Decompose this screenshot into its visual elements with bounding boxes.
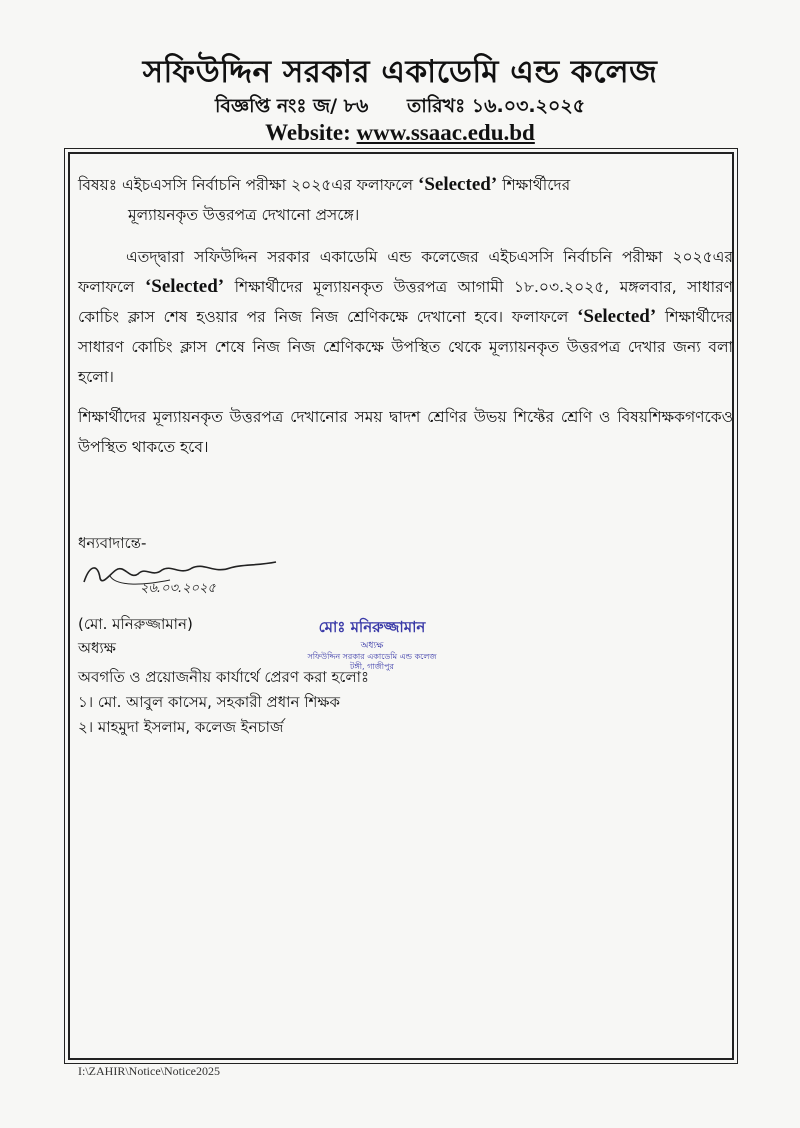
- signature-image: [80, 556, 280, 596]
- notice-content: [78, 170, 733, 462]
- subject-text-b: শিক্ষার্থীদের: [502, 176, 571, 194]
- subject-label: বিষয়ঃ: [78, 176, 118, 194]
- institution-title: সফিউদ্দিন সরকার একাডেমি এন্ড কলেজ: [142, 54, 658, 90]
- seal-place: টঙ্গী, গাজীপুর: [350, 662, 394, 671]
- subject-text-a: এইচএসসি নির্বাচনি পরীক্ষা ২০২৫এর ফলাফলে: [121, 176, 414, 194]
- subject-quoted: ‘Selected’: [418, 174, 498, 195]
- official-seal: [282, 616, 462, 672]
- forward-block: [78, 665, 369, 740]
- para1-quoted-2: ‘Selected’: [577, 306, 657, 327]
- subject-line: [78, 170, 733, 230]
- closing-text: ধন্যবাদান্তে-: [78, 534, 147, 552]
- website-line: [0, 120, 800, 146]
- memo-number: বিজ্ঞপ্তি নংঃ জ/ ৮৬: [214, 95, 369, 117]
- seal-name: মোঃ মনিরুজ্জামান: [318, 618, 426, 636]
- website-link[interactable]: www.ssaac.edu.bd: [356, 120, 535, 145]
- seal-title: অধ্যক্ষ: [360, 641, 384, 651]
- seal-institution: সফিউদ্দিন সরকার একাডেমি এন্ড কলেজ: [307, 652, 437, 661]
- signer-name: (মো. মনিরুজ্জামান): [78, 615, 193, 633]
- body-paragraph-1: [78, 242, 733, 392]
- para1-quoted-1: ‘Selected’: [144, 276, 225, 297]
- forward-item: ১। মো. আবুল কাসেম, সহকারী প্রধান শিক্ষক: [78, 693, 341, 711]
- para1-part-c: শিক্ষার্থীদের সাধারণ কোচিং ক্লাস শেষে নিজ নিজ শ্রেণিকক্ষে উপস্থিত থেকে মূল্যায়নকৃত উত্তরপত্র দেখার জন্য বলা হলো।: [78, 308, 733, 386]
- memo-date: তারিখঃ ১৬.০৩.২০২৫: [406, 95, 586, 117]
- signer-block: [78, 612, 193, 660]
- forward-intro: অবগতি ও প্রয়োজনীয় কার্যার্থে প্রেরণ করা হলোঃ: [78, 668, 369, 686]
- forward-item: ২। মাহমুদা ইসলাম, কলেজ ইনচার্জ: [78, 718, 284, 736]
- signer-title: অধ্যক্ষ: [78, 639, 116, 657]
- body-paragraph-2: শিক্ষার্থীদের মূল্যায়নকৃত উত্তরপত্র দেখানোর সময় দ্বাদশ শ্রেণির উভয় শিফ্টের শ্রেণি ও বিষয়শিক্ষকগণকেও উপস্থিত থাকতে হবে।: [78, 408, 733, 456]
- file-path-footer: I:\ZAHIR\Notice\Notice2025: [78, 1064, 220, 1078]
- para1-part-b: শিক্ষার্থীদের মূল্যায়নকৃত উত্তরপত্র আগামী ১৮.০৩.২০২৫, মঙ্গলবার, সাধারণ কোচিং ক্লাস শেষ হওয়ার পর নিজ নিজ শ্রেণিকক্ষে দেখানো হবে। ফলাফলে: [78, 278, 733, 326]
- signature-date: ২৬.০৩.২০২৫: [140, 581, 216, 596]
- website-label: Website:: [265, 120, 351, 145]
- subject-text-line2: মূল্যায়নকৃত উত্তরপত্র দেখানো প্রসঙ্গে।: [128, 206, 360, 224]
- para1-part-a: এতদ্দ্বারা সফিউদ্দিন সরকার একাডেমি এন্ড কলেজের এইচএসসি নির্বাচনি পরীক্ষা ২০২৫এর ফলাফলে: [78, 248, 733, 296]
